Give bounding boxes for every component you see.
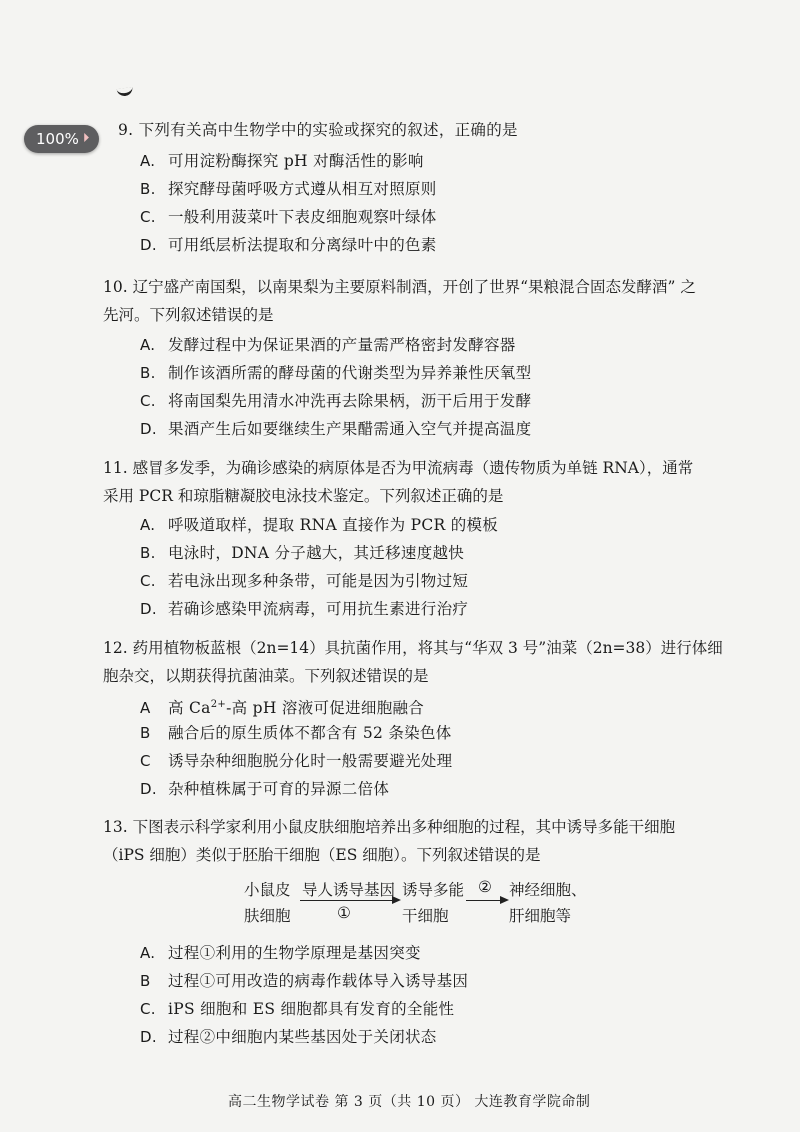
option-a[interactable]: A. 过程①利用的生物学原理是基因突变 (140, 944, 421, 962)
diagram-node-skin-cell-line2: 肤细胞 (244, 907, 291, 925)
option-b[interactable]: B. 探究酵母菌呼吸方式遵从相互对照原则 (140, 180, 437, 198)
diagram-node-differentiated-line2: 肝细胞等 (509, 907, 572, 925)
diagram-step2-number: ② (478, 878, 492, 896)
diagram-node-skin-cell-line1: 小鼠皮 (244, 881, 291, 899)
diagram-arrow-2 (466, 900, 502, 901)
option-a[interactable]: A. 呼吸道取样，提取 RNA 直接作为 PCR 的模板 (140, 516, 499, 534)
question-number: 13. (103, 818, 128, 836)
zoom-label: 100% (36, 130, 79, 148)
arrow-head-icon (392, 896, 401, 904)
question-stem: 9. 下列有关高中生物学中的实验或探究的叙述，正确的是 (118, 121, 518, 139)
option-b[interactable]: B 过程①可用改造的病毒作载体导入诱导基因 (140, 972, 469, 990)
option-a[interactable]: A. 发酵过程中为保证果酒的产量需严格密封发酵容器 (140, 336, 516, 354)
zoom-chevron-icon: ⏵ (82, 131, 90, 146)
diagram-node-ips-line2: 干细胞 (402, 907, 449, 925)
question-stem-line2: 胞杂交，以期获得抗菌油菜。下列叙述错误的是 (103, 667, 429, 685)
diagram-node-ips-line1: 诱导多能 (402, 881, 465, 899)
question-stem-line2: 先河。下列叙述错误的是 (103, 306, 274, 324)
option-c[interactable]: C. iPS 细胞和 ES 细胞都具有发育的全能性 (140, 1000, 455, 1018)
diagram-step1-number: ① (337, 904, 351, 922)
option-d[interactable]: D. 过程②中细胞内某些基因处于关闭状态 (140, 1028, 437, 1046)
question-stem: 12. 药用植物板蓝根（2n=14）具抗菌作用，将其与“华双 3 号”油菜（2n=38）进行体细 (103, 639, 723, 657)
option-b[interactable]: B 融合后的原生质体不都含有 52 条染色体 (140, 724, 452, 742)
diagram-arrow-1 (300, 900, 394, 901)
option-d[interactable]: D. 可用纸层析法提取和分离绿叶中的色素 (140, 236, 437, 254)
pen-mark (117, 87, 134, 97)
diagram-step1-label: 导人诱导基因 (302, 881, 396, 899)
option-c[interactable]: C. 将南国梨先用清水冲洗再去除果柄，沥干后用于发酵 (140, 392, 532, 410)
diagram-node-differentiated-line1: 神经细胞、 (509, 881, 587, 899)
question-stem: 11. 感冒多发季，为确诊感染的病原体是否为甲流病毒（遗传物质为单链 RNA），通常 (103, 459, 694, 477)
option-b[interactable]: B. 制作该酒所需的酵母菌的代谢类型为异养兼性厌氧型 (140, 364, 532, 382)
question-number: 10. (103, 278, 128, 296)
option-b[interactable]: B. 电泳时，DNA 分子越大，其迁移速度越快 (140, 544, 465, 562)
question-number: 11. (103, 459, 128, 477)
question-stem-line2: 采用 PCR 和琼脂糖凝胶电泳技术鉴定。下列叙述正确的是 (103, 487, 504, 505)
question-stem: 13. 下图表示科学家利用小鼠皮肤细胞培养出多种细胞的过程，其中诱导多能干细胞 (103, 818, 676, 836)
page-footer: 高二生物学试卷 第 3 页（共 10 页） 大连教育学院命制 (228, 1094, 591, 1110)
option-d[interactable]: D. 杂种植株属于可育的异源二倍体 (140, 780, 390, 798)
question-number: 12. (103, 639, 128, 657)
option-a[interactable]: A 高 $Ca^{2+}-$高 pH 溶液可促进细胞融合 (140, 699, 425, 718)
question-stem: 10. 辽宁盛产南国梨，以南果梨为主要原料制酒，开创了世界“果粮混合固态发酵酒” 之 (103, 278, 696, 296)
option-d[interactable]: D. 果酒产生后如要继续生产果醋需通入空气并提高温度 (140, 420, 532, 438)
arrow-head-icon (500, 896, 509, 904)
option-c[interactable]: C. 若电泳出现多种条带，可能是因为引物过短 (140, 572, 469, 590)
zoom-indicator[interactable] (24, 125, 99, 153)
question-number: 9. (118, 121, 134, 139)
option-d[interactable]: D. 若确诊感染甲流病毒，可用抗生素进行治疗 (140, 600, 469, 618)
question-stem-line2: （iPS 细胞）类似于胚胎干细胞（ES 细胞）。下列叙述错误的是 (103, 846, 541, 864)
option-c[interactable]: C 诱导杂种细胞脱分化时一般需要避光处理 (140, 752, 453, 770)
option-a[interactable]: A. 可用淀粉酶探究 pH 对酶活性的影响 (140, 152, 424, 170)
option-c[interactable]: C. 一般利用菠菜叶下表皮细胞观察叶绿体 (140, 208, 437, 226)
